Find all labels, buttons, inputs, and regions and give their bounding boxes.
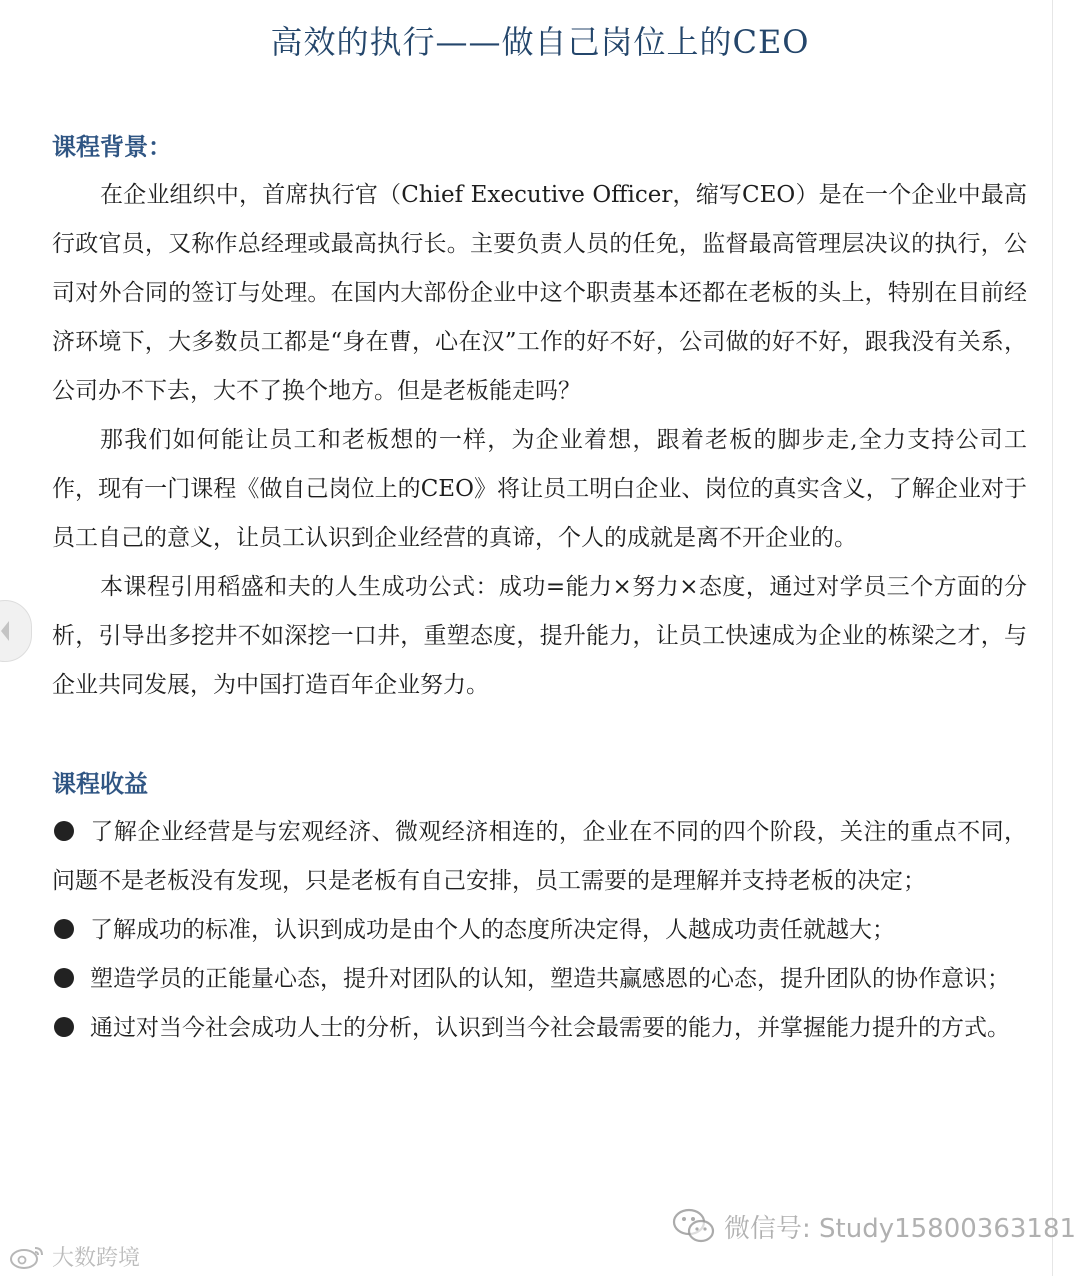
background-paragraph: 在企业组织中，首席执行官（Chief Executive Officer，缩写CEO）是在一个企业中最高行政官员，又称作总经理或最高执行长。主要负责人员的任免，监督最高管理层决议的执行，公司对外合同的签订与处理。在国内大部份企业中这个职责基本还都在老板的头上，特别在目前经济环境下，大多数员工都是“身在曹，心在汉”工作的好不好，公司做的好不好，跟我没有关系，公司办不下去，大不了换个地方。但是老板能走吗？ <box>52 182 1027 404</box>
page-right-border <box>1052 0 1053 1276</box>
benefit-item <box>52 955 1027 1004</box>
side-collapse-tab[interactable] <box>0 600 32 662</box>
bullet-icon <box>54 821 74 841</box>
benefit-item-text: 通过对当今社会成功人士的分析，认识到当今社会最需要的能力，并掌握能力提升的方式。 <box>90 1015 1010 1041</box>
section-heading-benefits: 课程收益 <box>52 769 148 798</box>
weibo-watermark-text: 大数跨境 <box>52 1245 141 1271</box>
section-spacer <box>52 710 1027 759</box>
bullet-icon <box>54 1017 74 1037</box>
wechat-watermark-text: 微信号: Study15800363181 <box>724 1213 1077 1244</box>
wechat-watermark <box>672 1206 1076 1246</box>
weibo-watermark <box>8 1240 140 1272</box>
section-heading-background: 课程背景： <box>52 132 172 161</box>
benefit-item-text: 了解企业经营是与宏观经济、微观经济相连的，企业在不同的四个阶段，关注的重点不同，问题不是老板没有发现，只是老板有自己安排，员工需要的是理解并支持老板的决定； <box>52 819 1027 894</box>
benefit-item <box>52 808 1027 906</box>
weibo-icon <box>8 1242 48 1270</box>
background-paragraph: 本课程引用稻盛和夫的人生成功公式：成功=能力×努力×态度，通过对学员三个方面的分析，引导出多挖井不如深挖一口井，重塑态度，提升能力，让员工快速成为企业的栋梁之才，与企业共同发展，为中国打造百年企业努力。 <box>52 574 1027 698</box>
document-body <box>52 122 1027 1053</box>
benefit-item-text: 塑造学员的正能量心态，提升对团队的认知，塑造共赢感恩的心态，提升团队的协作意识； <box>90 966 1010 992</box>
background-paragraph: 那我们如何能让员工和老板想的一样，为企业着想，跟着老板的脚步走,全力支持公司工作，现有一门课程《做自己岗位上的CEO》将让员工明白企业、岗位的真实含义，了解企业对于员工自己的意义，让员工认识到企业经营的真谛，个人的成就是离不开企业的。 <box>52 427 1027 551</box>
benefit-item <box>52 1004 1027 1053</box>
page-title: 高效的执行——做自己岗位上的CEO <box>270 23 810 61</box>
benefit-item-text: 了解成功的标准，认识到成功是由个人的态度所决定得，人越成功责任就越大； <box>90 917 895 943</box>
bullet-icon <box>54 968 74 988</box>
benefit-item <box>52 906 1027 955</box>
wechat-icon <box>672 1206 716 1246</box>
chevron-left-icon <box>1 621 9 641</box>
bullet-icon <box>54 919 74 939</box>
